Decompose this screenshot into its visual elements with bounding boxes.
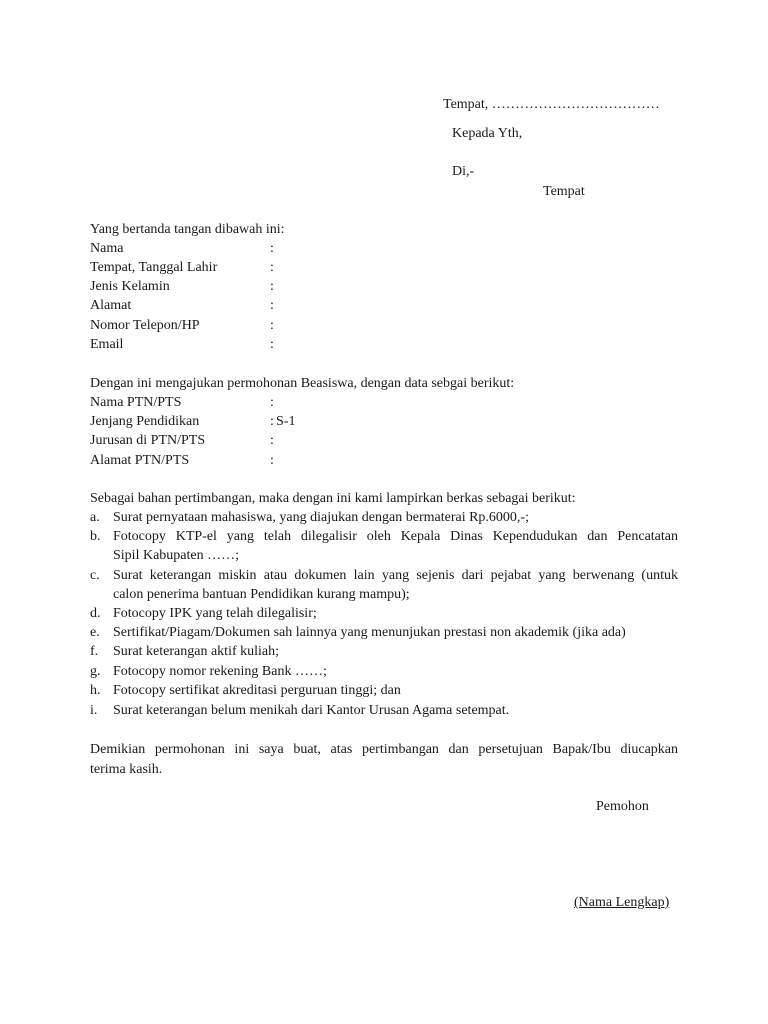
field-label: Nama PTN/PTS [90,395,182,410]
field-value: S-1 [276,414,296,429]
recipient-salutation: Kepada Yth, [452,126,523,141]
list-marker: f. [90,644,99,659]
list-item [90,681,678,700]
field-label: Email [90,337,124,352]
list-text: Sertifikat/Piagam/Dokumen sah lainnya yang menunjukan prestasi non akademik (jika ada) [113,625,626,640]
list-marker: c. [90,568,100,583]
list-item [90,527,678,565]
list-item [90,642,678,661]
list-text: Surat keterangan belum menikah dari Kantor Urusan Agama setempat. [113,703,510,718]
list-marker: h. [90,683,101,698]
field-label: Nomor Telepon/HP [90,318,200,333]
field-label: Jenis Kelamin [90,279,170,294]
field-colon: : [270,318,274,333]
field-colon: : [270,453,274,468]
applicant-intro: Yang bertanda tangan dibawah ini: [90,222,285,237]
list-text: Surat keterangan miskin atau dokumen lain yang sejenis dari pejabat yang berwenang (untuk [113,568,678,583]
list-item [90,508,678,527]
field-label: Nama [90,241,124,256]
field-label: Tempat, Tanggal Lahir [90,260,218,275]
field-label: Alamat PTN/PTS [90,453,190,468]
field-colon: : [270,241,274,256]
field-label: Alamat [90,298,132,313]
list-text-continued: calon penerima bantuan Pendidikan kurang mampu); [113,587,410,602]
list-item [90,701,678,720]
field-colon: : [270,395,274,410]
field-colon: : [270,279,274,294]
list-marker: a. [90,510,100,525]
list-text: Fotocopy sertifikat akreditasi perguruan tinggi; dan [113,683,401,698]
list-marker: e. [90,625,100,640]
closing-line-2: terima kasih. [90,762,163,777]
list-text-continued: Sipil Kabupaten ……; [113,548,239,563]
list-item [90,566,678,604]
list-text: Fotocopy KTP-el yang telah dilegalisir oleh Kepala Dinas Kependudukan dan Pencatatan [113,529,678,544]
study-intro: Dengan ini mengajukan permohonan Beasiswa, dengan data sebgai berikut: [90,376,515,391]
list-marker: b. [90,529,101,544]
list-marker: d. [90,606,101,621]
field-colon: : [270,433,274,448]
list-marker: i. [90,703,98,718]
attachments-intro: Sebagai bahan pertimbangan, maka dengan ini kami lampirkan berkas sebagai berikut: [90,491,576,506]
field-colon: : [270,260,274,275]
field-label: Jenjang Pendidikan [90,414,200,429]
signature-role: Pemohon [596,799,649,814]
field-colon: : [270,414,274,429]
list-item [90,662,678,681]
field-colon: : [270,337,274,352]
recipient-place: Tempat [543,184,585,199]
list-text: Fotocopy IPK yang telah dilegalisir; [113,606,317,621]
signature-name: (Nama Lengkap) [574,895,670,910]
list-item [90,623,678,642]
field-label: Jurusan di PTN/PTS [90,433,206,448]
list-marker: g. [90,664,101,679]
list-item [90,604,678,623]
list-text: Surat pernyataan mahasiswa, yang diajukan dengan bermaterai Rp.6000,-; [113,510,529,525]
place-date-line: Tempat, ……………………………… [443,97,660,112]
recipient-at: Di,- [452,164,475,179]
list-text: Fotocopy nomor rekening Bank ……; [113,664,327,679]
list-text: Surat keterangan aktif kuliah; [113,644,279,659]
closing-line-1: Demikian permohonan ini saya buat, atas pertimbangan dan persetujuan Bapak/Ibu diucapkan [90,742,678,757]
field-colon: : [270,298,274,313]
